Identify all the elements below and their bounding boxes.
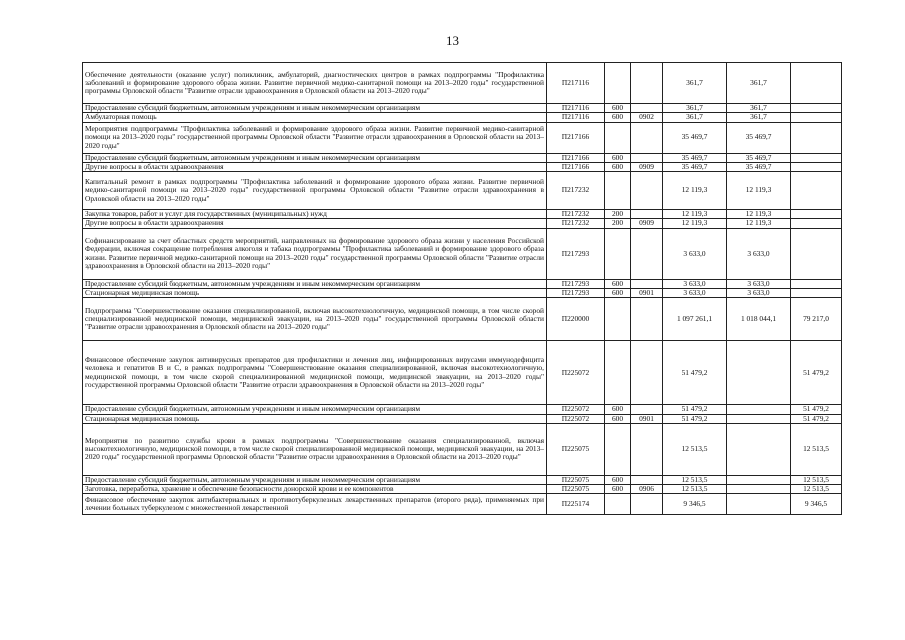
- row-value-1: [727, 475, 791, 484]
- row-total: 12 119,3: [663, 172, 727, 210]
- row-section: 0906: [631, 485, 663, 494]
- row-section: [631, 341, 663, 405]
- row-code: П217116: [547, 113, 605, 122]
- row-total: 12 513,5: [663, 423, 727, 475]
- table-row: [83, 162, 842, 171]
- row-value-2: 79 217,0: [791, 298, 842, 341]
- table-row: [83, 113, 842, 122]
- row-code: П225075: [547, 485, 605, 494]
- row-value-1: 3 633,0: [727, 228, 791, 279]
- row-value-1: 1 018 044,1: [727, 298, 791, 341]
- row-code: П220000: [547, 298, 605, 341]
- row-expense-type: [605, 228, 631, 279]
- table-row: [83, 219, 842, 228]
- table-row: [83, 279, 842, 288]
- row-section: [631, 279, 663, 288]
- table-row: [83, 153, 842, 162]
- row-value-2: [791, 279, 842, 288]
- row-value-1: 3 633,0: [727, 288, 791, 297]
- row-expense-type: 200: [605, 219, 631, 228]
- table-row: [83, 405, 842, 414]
- row-code: П225072: [547, 414, 605, 423]
- row-name: Предоставление субсидий бюджетным, автономным учреждениям и иным некоммерческим организациям: [83, 279, 547, 288]
- row-name: Обеспечение деятельности (оказание услуг) поликлиник, амбулаторий, диагностических центров в рамках подпрограммы "Профилактика заболеваний и формирование здорового образа жизни. Развитие первичной медико-санитарной помощи на 2013–2020 годы" государственной программы Орловской области "Развитие отрасли здравоохранения в Орловской области на 2013–2020 годы": [83, 63, 547, 104]
- row-expense-type: [605, 298, 631, 341]
- row-total: 12 513,5: [663, 485, 727, 494]
- row-value-1: 35 469,7: [727, 153, 791, 162]
- row-section: 0901: [631, 414, 663, 423]
- row-expense-type: 600: [605, 475, 631, 484]
- table-row: [83, 228, 842, 279]
- row-expense-type: 600: [605, 288, 631, 297]
- row-value-2: [791, 172, 842, 210]
- row-value-1: 35 469,7: [727, 122, 791, 153]
- row-name: Стационарная медицинская помощь: [83, 288, 547, 297]
- row-name: Софинансирование за счет областных средств мероприятий, направленных на формирование здорового образа жизни у населения Российской Федерации, включая сокращение потребления алкоголя и табака подпрограммы "Профилактика заболеваний и формирование здорового образа жизни. Развитие первичной медико-санитарной помощи на 2013–2020 годы" государственной программы Орловской области "Развитие отрасли здравоохранения в Орловской области на 2013–2020 годы": [83, 228, 547, 279]
- row-code: П225072: [547, 405, 605, 414]
- row-section: [631, 172, 663, 210]
- row-expense-type: 600: [605, 279, 631, 288]
- row-section: [631, 423, 663, 475]
- row-total: 3 633,0: [663, 228, 727, 279]
- row-code: П225174: [547, 494, 605, 515]
- row-name: Мероприятия по развитию службы крови в рамках подпрограммы "Совершенствование оказания специализированной, включая высокотехнологичную, медицинской помощи, в том числе скорой специализированной медицинской помощи, медицинской эвакуации, на 2013–2020 годы" государственной программы Орловской области "Развитие отрасли здравоохранения в Орловской области на 2013–2020 годы": [83, 423, 547, 475]
- row-code: П217293: [547, 228, 605, 279]
- row-section: [631, 494, 663, 515]
- table-row: [83, 122, 842, 153]
- row-section: [631, 228, 663, 279]
- row-value-2: [791, 63, 842, 104]
- row-expense-type: 600: [605, 414, 631, 423]
- table-row: [83, 210, 842, 219]
- budget-table: [82, 62, 842, 515]
- row-code: П217232: [547, 172, 605, 210]
- row-total: 361,7: [663, 104, 727, 113]
- row-name: Стационарная медицинская помощь: [83, 414, 547, 423]
- table-row: [83, 104, 842, 113]
- row-name: Закупка товаров, работ и услуг для государственных (муниципальных) нужд: [83, 210, 547, 219]
- row-code: П225075: [547, 423, 605, 475]
- row-value-2: [791, 162, 842, 171]
- row-code: П217166: [547, 162, 605, 171]
- row-section: 0909: [631, 219, 663, 228]
- row-expense-type: 600: [605, 485, 631, 494]
- row-value-2: [791, 122, 842, 153]
- row-value-1: 12 119,3: [727, 219, 791, 228]
- row-total: 12 119,3: [663, 210, 727, 219]
- row-total: 361,7: [663, 63, 727, 104]
- row-value-2: 9 346,5: [791, 494, 842, 515]
- row-value-1: [727, 494, 791, 515]
- row-code: П217116: [547, 63, 605, 104]
- row-section: 0901: [631, 288, 663, 297]
- row-name: Амбулаторная помощь: [83, 113, 547, 122]
- row-total: 1 097 261,1: [663, 298, 727, 341]
- row-expense-type: 600: [605, 113, 631, 122]
- row-expense-type: 600: [605, 405, 631, 414]
- row-value-1: 361,7: [727, 63, 791, 104]
- row-value-1: 361,7: [727, 104, 791, 113]
- row-expense-type: 600: [605, 153, 631, 162]
- row-total: 3 633,0: [663, 279, 727, 288]
- row-total: 9 346,5: [663, 494, 727, 515]
- row-total: 51 479,2: [663, 341, 727, 405]
- row-value-1: 35 469,7: [727, 162, 791, 171]
- page-number: 13: [446, 33, 459, 48]
- row-expense-type: [605, 122, 631, 153]
- row-code: П217293: [547, 279, 605, 288]
- row-name: Финансовое обеспечение закупок антивирусных препаратов для профилактики и лечения лиц, инфицированных вирусами иммунодефицита человека и гепатитов В и С, в рамках подпрограммы "Совершенствование оказания специализированной, включая высокотехнологичную, медицинской помощи, в том числе скорой специализированной медицинской помощи, медицинской эвакуации, на 2013–2020 годы" государственной программы Орловской области "Развитие отрасли здравоохранения в Орловской области на 2013–2020 годы": [83, 341, 547, 405]
- row-value-1: 12 119,3: [727, 210, 791, 219]
- row-total: 35 469,7: [663, 153, 727, 162]
- table-row: [83, 475, 842, 484]
- row-value-1: [727, 485, 791, 494]
- row-total: 12 119,3: [663, 219, 727, 228]
- row-section: [631, 153, 663, 162]
- row-value-2: [791, 288, 842, 297]
- table-row: [83, 298, 842, 341]
- row-code: П217166: [547, 122, 605, 153]
- row-name: Подпрограмма "Совершенствование оказания специализированной, включая высокотехнологичную, медицинской помощи, в том числе скорой специализированной медицинской помощи, медицинской эвакуации, на 2013–2020 годы" государственной программы Орловской области "Развитие отрасли здравоохранения в Орловской области на 2013–2020 годы": [83, 298, 547, 341]
- row-section: 0909: [631, 162, 663, 171]
- row-name: Капитальный ремонт в рамках подпрограммы "Профилактика заболеваний и формирование здорового образа жизни. Развитие первичной медико-санитарной помощи на 2013–2020 годы" государственной программы Орловской области "Развитие отрасли здравоохранения в Орловской области на 2013–2020 годы": [83, 172, 547, 210]
- row-total: 51 479,2: [663, 414, 727, 423]
- row-value-2: [791, 210, 842, 219]
- row-value-1: [727, 414, 791, 423]
- row-section: [631, 122, 663, 153]
- table-row: [83, 494, 842, 515]
- row-value-2: [791, 104, 842, 113]
- row-value-2: 51 479,2: [791, 414, 842, 423]
- table-row: [83, 288, 842, 297]
- row-code: П217293: [547, 288, 605, 297]
- row-name: Другие вопросы в области здравоохранения: [83, 219, 547, 228]
- row-total: 51 479,2: [663, 405, 727, 414]
- row-section: [631, 298, 663, 341]
- row-value-1: [727, 405, 791, 414]
- table-row: [83, 341, 842, 405]
- row-code: П225072: [547, 341, 605, 405]
- table-row: [83, 414, 842, 423]
- row-total: 35 469,7: [663, 122, 727, 153]
- table-row: [83, 63, 842, 104]
- table-row: [83, 423, 842, 475]
- row-value-2: 51 479,2: [791, 405, 842, 414]
- row-value-2: 12 513,5: [791, 423, 842, 475]
- row-name: Мероприятия подпрограммы "Профилактика заболеваний и формирование здорового образа жизни. Развитие первичной медико-санитарной помощи на 2013–2020 годы" государственной программы Орловской области "Развитие отрасли здравоохранения в Орловской области на 2013–2020 годы": [83, 122, 547, 153]
- row-name: Предоставление субсидий бюджетным, автономным учреждениям и иным некоммерческим организациям: [83, 104, 547, 113]
- row-name: Предоставление субсидий бюджетным, автономным учреждениям и иным некоммерческим организациям: [83, 153, 547, 162]
- row-value-1: [727, 423, 791, 475]
- row-name: Другие вопросы в области здравоохранения: [83, 162, 547, 171]
- row-value-2: [791, 153, 842, 162]
- row-value-1: 361,7: [727, 113, 791, 122]
- row-name: Заготовка, переработка, хранение и обеспечение безопасности донорской крови и ее компонентов: [83, 485, 547, 494]
- table-row: [83, 172, 842, 210]
- row-total: 3 633,0: [663, 288, 727, 297]
- row-section: [631, 475, 663, 484]
- row-value-2: [791, 113, 842, 122]
- row-name: Финансовое обеспечение закупок антибактериальных и противотуберкулезных лекарственных препаратов (второго ряда), применяемых при лечении больных туберкулезом с множественной лекарственной: [83, 494, 547, 515]
- row-expense-type: [605, 423, 631, 475]
- row-expense-type: [605, 494, 631, 515]
- row-code: П217166: [547, 153, 605, 162]
- row-code: П217232: [547, 219, 605, 228]
- row-value-2: [791, 228, 842, 279]
- table-row: [83, 485, 842, 494]
- row-name: Предоставление субсидий бюджетным, автономным учреждениям и иным некоммерческим организациям: [83, 475, 547, 484]
- row-value-2: 51 479,2: [791, 341, 842, 405]
- row-code: П225075: [547, 475, 605, 484]
- row-total: 35 469,7: [663, 162, 727, 171]
- row-value-1: [727, 341, 791, 405]
- row-expense-type: [605, 172, 631, 210]
- row-value-1: 12 119,3: [727, 172, 791, 210]
- row-value-2: 12 513,5: [791, 485, 842, 494]
- row-expense-type: 600: [605, 162, 631, 171]
- row-code: П217116: [547, 104, 605, 113]
- row-value-2: 12 513,5: [791, 475, 842, 484]
- row-expense-type: 600: [605, 104, 631, 113]
- row-code: П217232: [547, 210, 605, 219]
- row-total: 12 513,5: [663, 475, 727, 484]
- row-value-1: 3 633,0: [727, 279, 791, 288]
- row-section: [631, 210, 663, 219]
- row-expense-type: [605, 341, 631, 405]
- row-name: Предоставление субсидий бюджетным, автономным учреждениям и иным некоммерческим организациям: [83, 405, 547, 414]
- table-body: [83, 63, 842, 515]
- row-section: 0902: [631, 113, 663, 122]
- row-section: [631, 104, 663, 113]
- row-value-2: [791, 219, 842, 228]
- row-section: [631, 63, 663, 104]
- row-expense-type: [605, 63, 631, 104]
- row-section: [631, 405, 663, 414]
- row-total: 361,7: [663, 113, 727, 122]
- row-expense-type: 200: [605, 210, 631, 219]
